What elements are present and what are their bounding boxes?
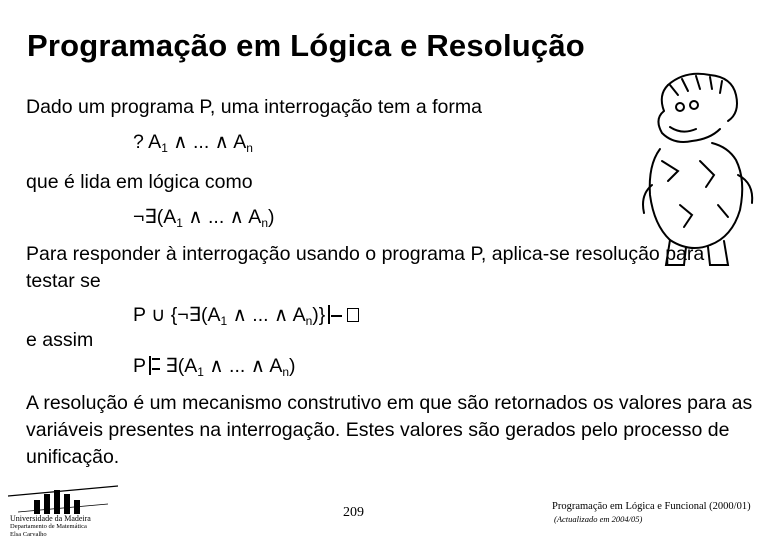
entails-sign [152, 358, 160, 370]
e-assim-label: e assim [26, 329, 94, 351]
query-formula: ? $A_1$ ∧ ... ∧ $A_n$ [133, 131, 253, 155]
caveman-cartoon [640, 65, 760, 270]
logic-line: que é lida em lógica como [26, 171, 253, 193]
turnstile-arm [331, 315, 342, 317]
turnstile-bar [328, 305, 330, 324]
footer-university: Universidade da Madeira [10, 514, 91, 523]
footer-updated: (Actualizado em 2004/05) [554, 514, 643, 524]
empty-clause-box [347, 308, 359, 322]
slide-title: Programação em Lógica e Resolução [27, 28, 585, 63]
entails-bar [149, 356, 151, 375]
entailment-formula: P $\exists(A_1$ ∧ ... ∧ $A_n$) [133, 355, 296, 379]
negated-query-formula: $\neg\exists(A_1$ ∧ ... ∧ $A_n$) [133, 206, 275, 230]
unification-paragraph: A resolução é um mecanismo construtivo em que são retornados os valores para as variáveis presentes na interrogação. Estes valores são gerados pelo processo de unificação. [26, 392, 753, 468]
page-number: 209 [343, 505, 364, 520]
intro-line: Dado um programa P, uma interrogação tem a forma [26, 96, 482, 118]
footer-author: Elsa Carvalho [10, 531, 47, 538]
footer-department: Departamento de Matemática [10, 523, 87, 530]
refutation-formula: P ∪ {$\neg\exists(A_1$ ∧ ... ∧ $A_n$)} [133, 303, 359, 328]
resolution-paragraph: Para responder à interrogação usando o programa P, aplica-se resolução para testar se [26, 243, 705, 292]
footer-course: Programação em Lógica e Funcional (2000/01) [552, 501, 751, 512]
